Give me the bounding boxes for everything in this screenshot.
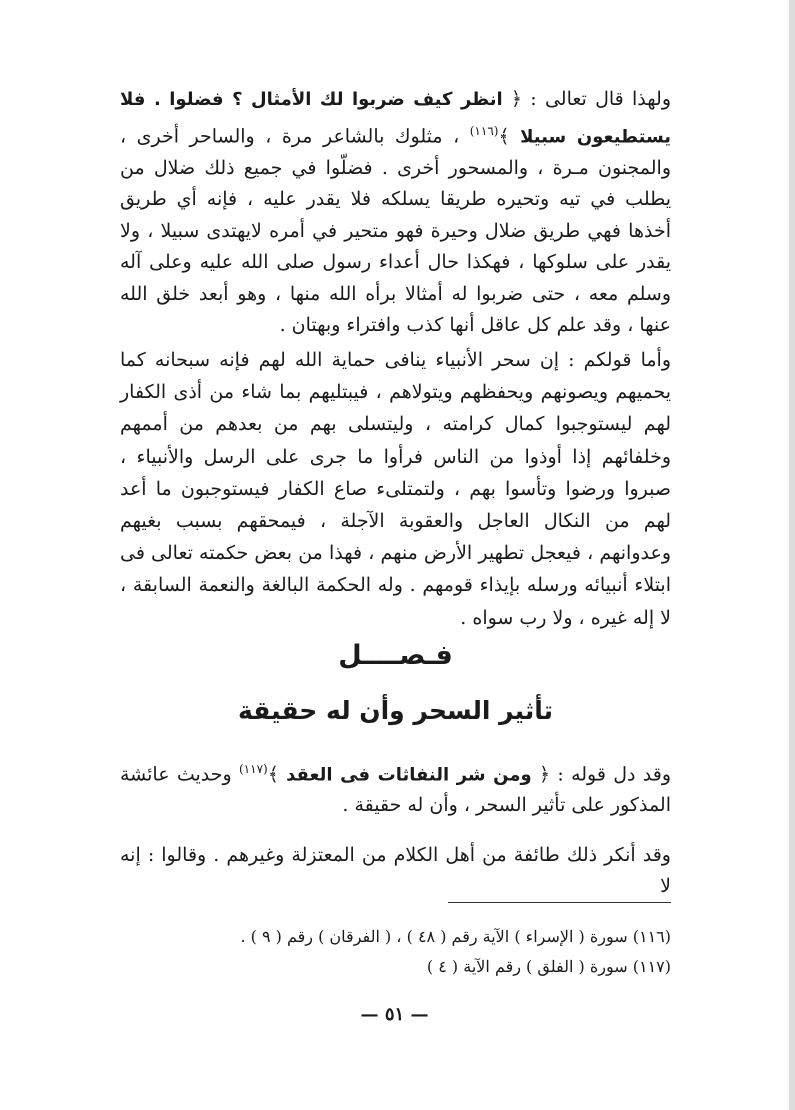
section-heading-fasl: فـصــــل [338,640,453,671]
para3-verse: ومن شر النفاثات فى العقد [286,764,532,786]
para1-text: ، مثلوك بالشاعر مرة ، والساحر أخرى ، والمجنون مـرة ، والمسحور أخرى . فضلّوا في جميع ذلك ضلال من يطلب في تيه وتحيره طريقا يسلكه فلا يقدر عليه ، فإنه أي طريق أخذها فهي طريق ضلال وحيرة فهو متحير في أمره لايهتدى سبيلا ، ولا يقدر على سلوكها ، فهكذا حال أعداء رسول صلى الله عليه وعلى آله وسلم معه ، حتى ضربوا له أمثالا برأه الله منها ، وهو أبعد خلق الله عنها ، وقد علم كل عاقل أنها كذب وافتراء وبهتان . [120,124,671,337]
para1-verse-close: ﴾ [498,124,510,147]
para1-verse: انظر كيف ضربوا لك الأمثال ؟ فضلوا . فلا يستطيعون سبيلا [120,89,672,147]
paragraph-2: وأما قولكم : إن سحر الأنبياء ينافى حماية الله لهم فإنه سبحانه كما يحميهم ويصونهم ويحفظهم ويتولاهم ، فيبتليهم بما شاء من أذى الكفار لهم ليستوجبوا كمال كرامته ، وليتسلى بهم من بعدهم من أممهم وخلفائهم إذا أوذوا من الناس فرأوا ما جرى على الرسل والأنبياء ، صبروا ورضوا وتأسوا بهم ، ولتمتلىء صاع الكفار فيستوجبون ما أعد لهم من النكال العاجل والعقوبة الآجلة ، فيمحقهم بسبب بغيهم وعدوانهم ، فيعجل تطهير الأرض منهم ، فهذا من بعض حكمته تعالى فى ابتلاء أنبيائه ورسله بإيذاء قومهم . وله الحكمة البالغة والنعمة السابقة ، لا إله غيره ، ولا رب سواه . [120,349,671,629]
paragraph-3 [120,754,671,821]
footnote-ref-117: (١١٧) [238,762,268,776]
paragraph-4: وقد أنكر ذلك طائفة من أهل الكلام من المعتزلة وغيرهم . وقالوا : إنه لا [120,844,671,897]
para3-verse-close: ﴾ [267,763,279,786]
section-title: تأثير السحر وأن له حقيقة [237,696,554,725]
footnote-ref-116: (١١٦) [469,123,499,138]
para3-text: وحديث عائشة المذكور على تأثير السحر ، وأن له حقيقة . [120,763,671,817]
para3-intro: وقد دل قوله : ﴿ [538,763,672,786]
page-number: — ٥١ — [360,1004,429,1025]
footnote-divider [448,902,671,903]
footnotes [120,922,671,982]
para1-intro: ولهذا قال تعالى : ﴿ [510,88,671,110]
footnote-116: (١١٦) سورة ( الإسراء ) الآية رقم ( ٤٨ ) ، ( الفرقان ) رقم ( ٩ ) . [240,927,671,946]
paragraph-1 [120,84,671,342]
footnote-117: (١١٧) سورة ( الفلق ) رقم الآية ( ٤ ) [426,957,671,976]
